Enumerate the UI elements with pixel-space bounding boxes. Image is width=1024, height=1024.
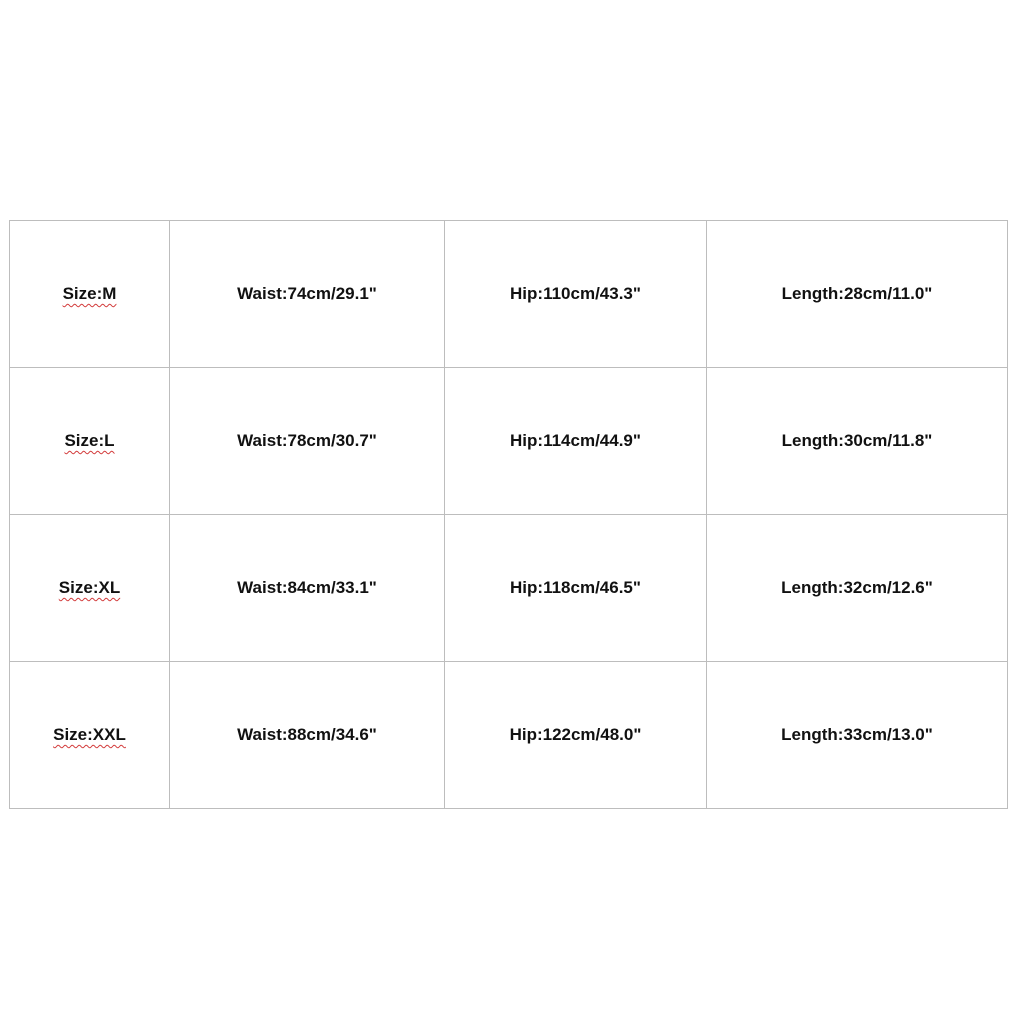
hip-cell — [445, 662, 707, 809]
size-cell — [10, 221, 170, 368]
hip-cell — [445, 221, 707, 368]
size-cell — [10, 515, 170, 662]
size-cell — [10, 662, 170, 809]
table-row — [10, 515, 1008, 662]
waist-cell — [170, 368, 445, 515]
waist-cell — [170, 662, 445, 809]
length-cell — [707, 662, 1008, 809]
size-chart-table — [9, 220, 1008, 809]
waist-cell — [170, 515, 445, 662]
waist-value: Waist:88cm/34.6" — [237, 725, 377, 744]
hip-value: Hip:114cm/44.9" — [510, 431, 641, 450]
table-row — [10, 662, 1008, 809]
table-row — [10, 221, 1008, 368]
length-value: Length:32cm/12.6" — [781, 578, 933, 597]
size-label: Size:L — [64, 431, 115, 450]
table-row — [10, 368, 1008, 515]
waist-cell — [170, 221, 445, 368]
waist-value: Waist:78cm/30.7" — [237, 431, 377, 450]
hip-value: Hip:118cm/46.5" — [510, 578, 641, 597]
length-cell — [707, 368, 1008, 515]
size-cell — [10, 368, 170, 515]
hip-cell — [445, 368, 707, 515]
size-label: Size:XL — [58, 578, 121, 597]
hip-value: Hip:122cm/48.0" — [509, 725, 642, 744]
length-cell — [707, 221, 1008, 368]
size-label: Size:M — [62, 284, 117, 303]
size-label: Size:XXL — [53, 725, 126, 744]
length-value: Length:28cm/11.0" — [781, 284, 933, 303]
waist-value: Waist:84cm/33.1" — [237, 578, 377, 597]
length-cell — [707, 515, 1008, 662]
waist-value: Waist:74cm/29.1" — [237, 284, 377, 303]
hip-cell — [445, 515, 707, 662]
hip-value: Hip:110cm/43.3" — [510, 284, 641, 303]
length-value: Length:33cm/13.0" — [781, 725, 933, 744]
length-value: Length:30cm/11.8" — [781, 431, 933, 450]
